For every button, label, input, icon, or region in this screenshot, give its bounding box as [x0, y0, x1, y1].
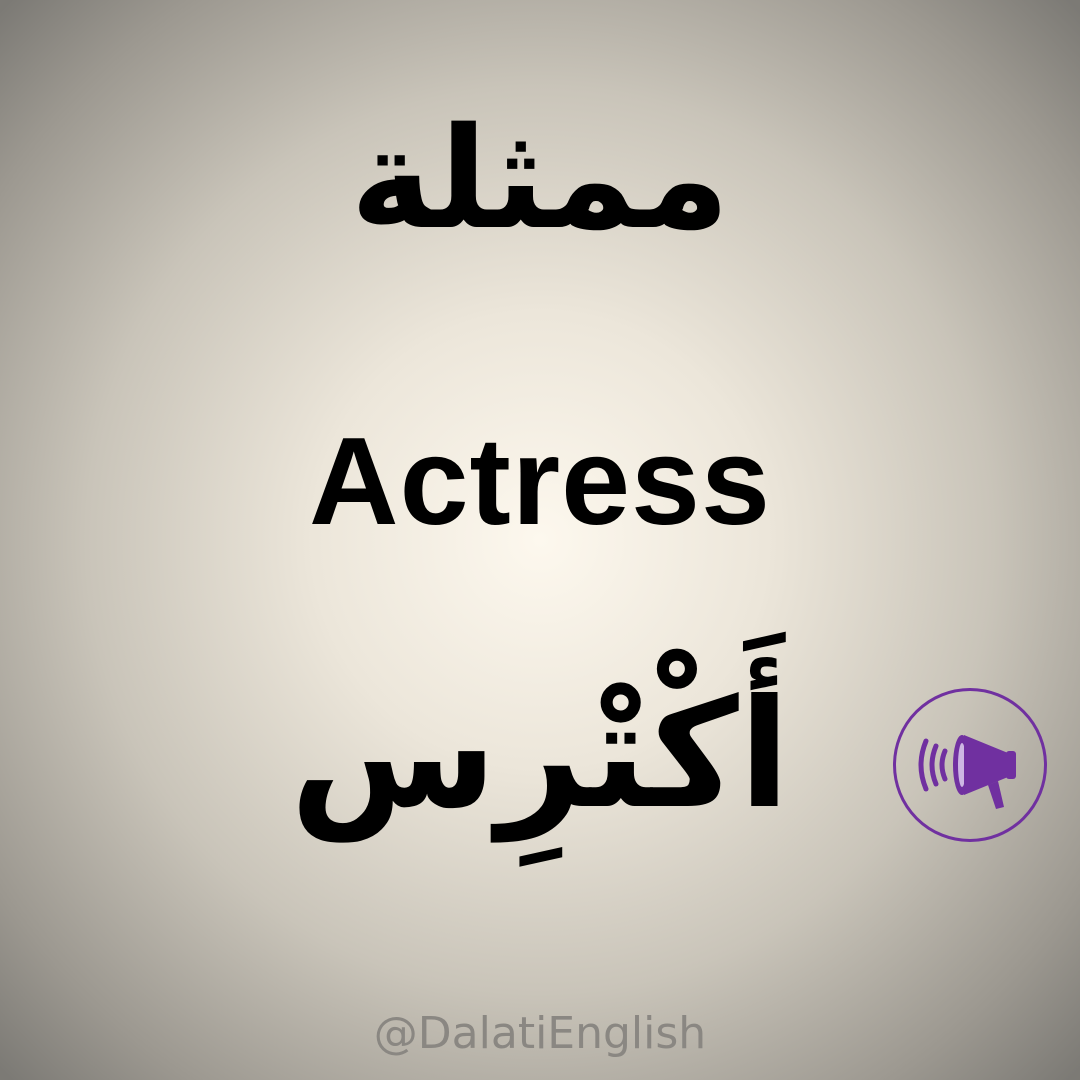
play-audio-button[interactable] — [893, 688, 1047, 842]
megaphone-icon — [896, 691, 1044, 839]
english-word: Actress — [309, 413, 771, 551]
arabic-translation: ممثلة — [350, 98, 730, 261]
pronunciation-arabic: أَكْتْرِس — [289, 668, 791, 842]
watermark-handle: @DalatiEnglish — [373, 1008, 707, 1059]
